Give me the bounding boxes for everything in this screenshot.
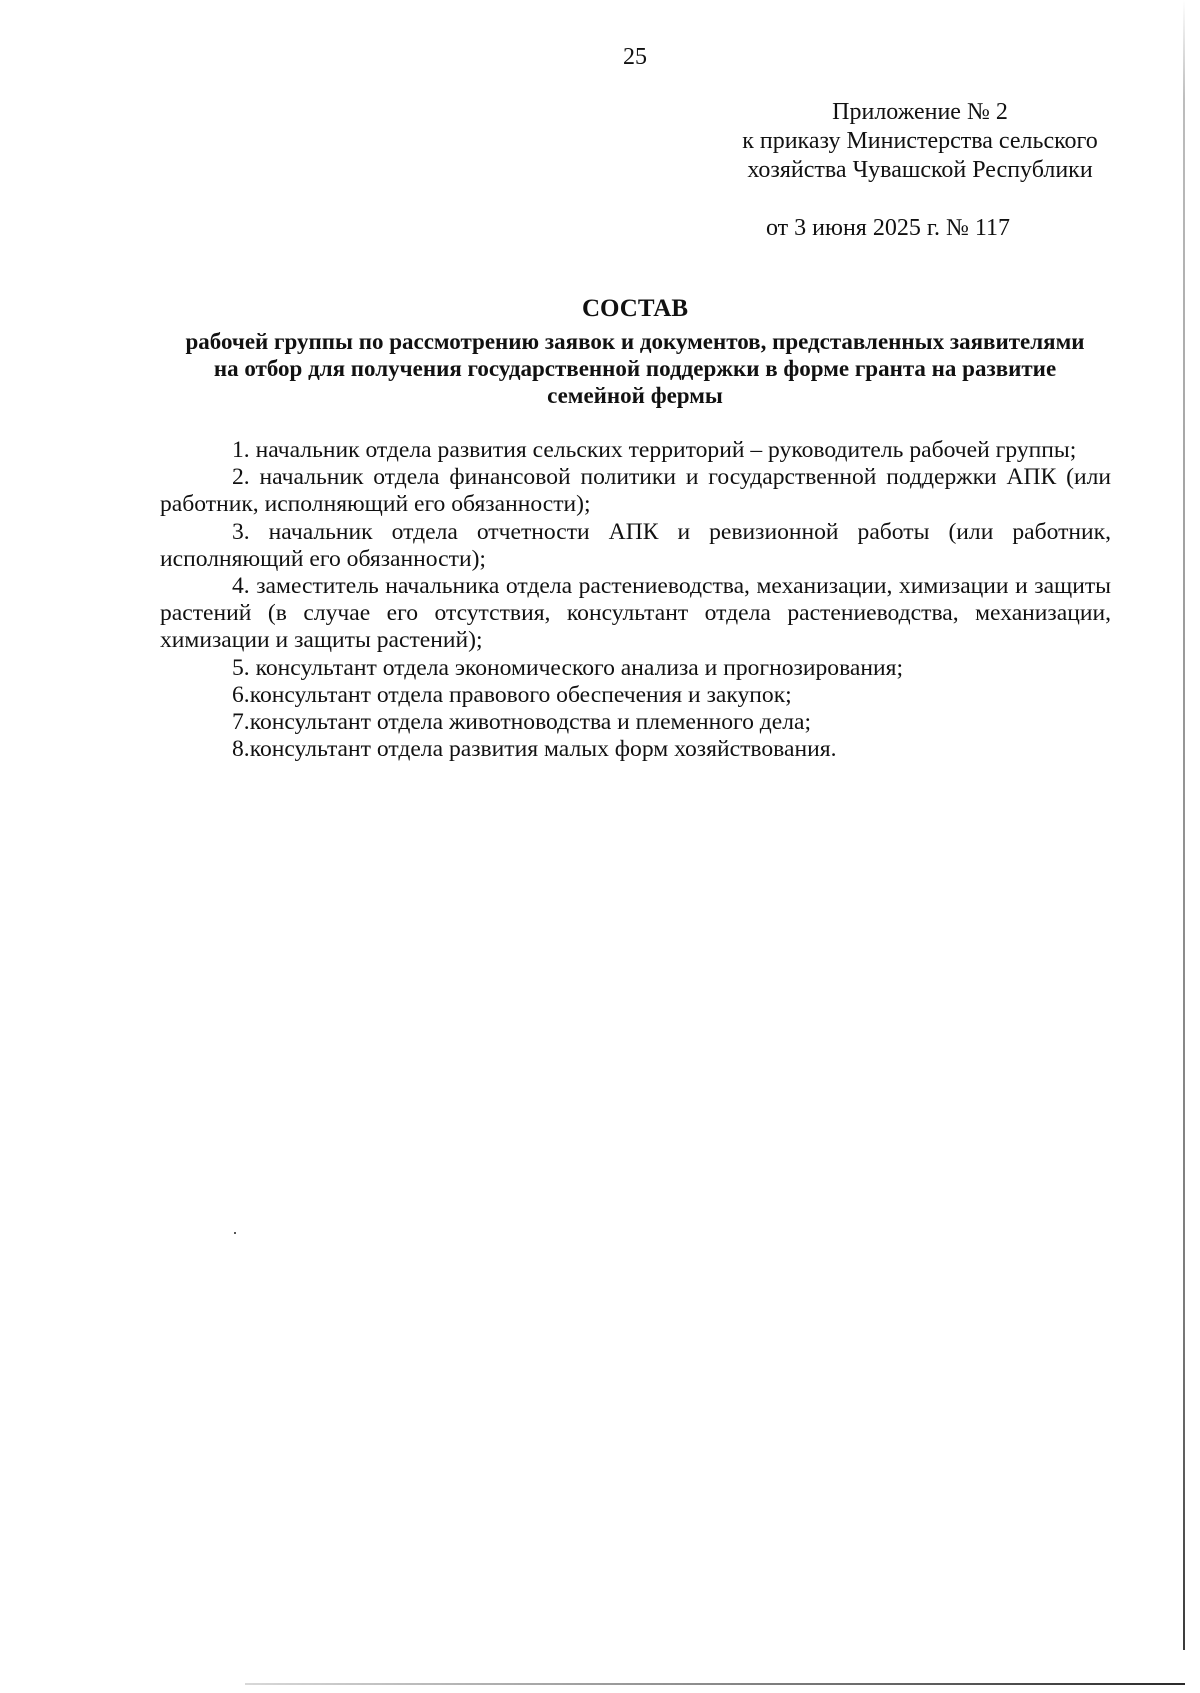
subtitle-line: рабочей группы по рассмотрению заявок и документов, представленных заявителями — [185, 329, 1085, 354]
list-item: 8.консультант отдела развития малых форм хозяйствования. — [232, 736, 837, 763]
scan-bottom-line — [245, 1683, 1185, 1685]
list-item: 4. заместитель начальника отдела растениеводства, механизации, химизации и защиты растений (в случае его отсутствия, консультант отдела растениеводства, механизации, химизации и защиты растений); — [160, 573, 1111, 654]
list-item: 2. начальник отдела финансовой политики и государственной поддержки АПК (или работник, исполняющий его обязанности); — [160, 464, 1111, 518]
appendix-date: от 3 июня 2025 г. № 117 — [766, 215, 1010, 241]
appendix-label: Приложение № 2 — [832, 99, 1008, 125]
scan-speck — [234, 1232, 236, 1234]
list-item: 7.консультант отдела животноводства и племенного дела; — [232, 709, 812, 736]
list-item: 5. консультант отдела экономического анализа и прогнозирования; — [232, 654, 904, 681]
subtitle-line: на отбор для получения государственной поддержки в форме гранта на развитие — [213, 356, 1057, 381]
document-subtitle — [150, 328, 1120, 409]
appendix-order-ref: к приказу Министерства сельского — [742, 128, 1098, 154]
appendix-header — [700, 98, 1140, 185]
members-list — [160, 437, 1111, 763]
scan-edge-line — [1183, 0, 1185, 1650]
list-item: 6.консультант отдела правового обеспечения и закупок; — [232, 681, 792, 708]
page-number: 25 — [623, 44, 647, 70]
appendix-ministry: хозяйства Чувашской Республики — [747, 157, 1093, 183]
list-item: 1. начальник отдела развития сельских территорий – руководитель рабочей группы; — [232, 437, 1077, 463]
document-title: СОСТАВ — [581, 295, 689, 322]
list-item: 3. начальник отдела отчетности АПК и ревизионной работы (или работник, исполняющий его обязанности); — [160, 518, 1111, 572]
subtitle-line: семейной фермы — [547, 383, 723, 408]
